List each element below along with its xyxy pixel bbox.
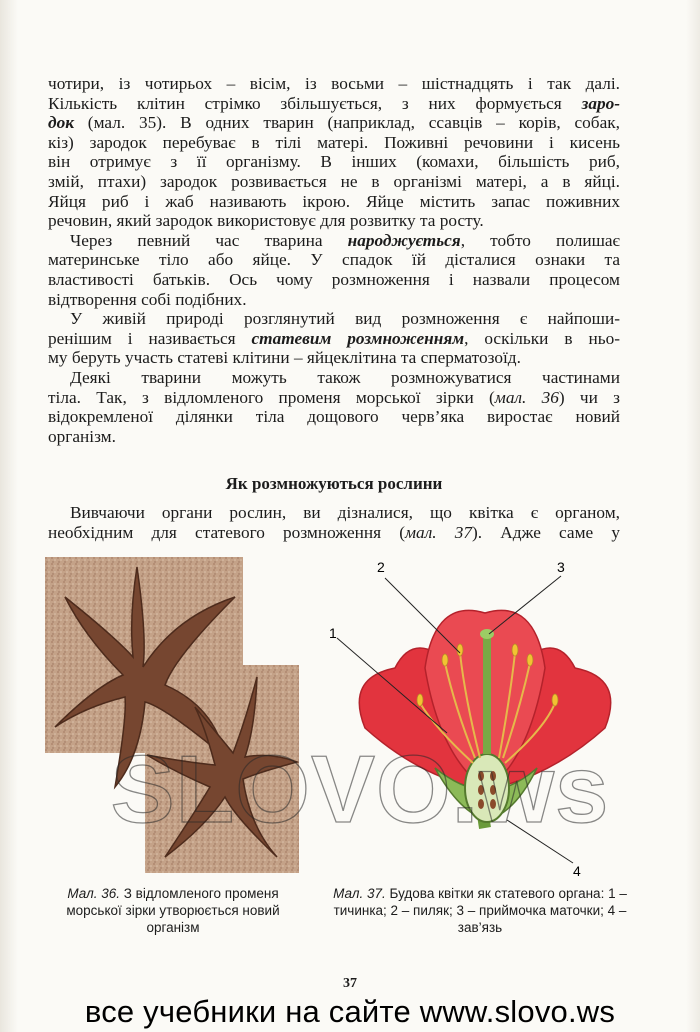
term-zarodok-end: док [48, 113, 74, 133]
paragraph-3 [48, 309, 620, 368]
paragraph-2 [48, 231, 620, 309]
main-text [48, 74, 620, 446]
term-narodzhuietsia: народжується [347, 230, 461, 250]
paragraph-1 [48, 74, 620, 231]
text-line: він отримує з її організму. В інших (комахи, більшість риб, [48, 152, 620, 172]
label-4: 4 [573, 863, 581, 878]
section-heading: Як розмножуються рослини [225, 474, 443, 493]
label-3: 3 [557, 559, 565, 575]
figure-ref: мал. 37 [405, 523, 472, 542]
paragraph-4 [48, 368, 620, 446]
figure-37-caption: Мал. 37. Будова квітки як статевого органа: 1 – тичинка; 2 – пиляк; 3 – приймочка маточки; 4 – зав’язь [333, 886, 627, 935]
text-line: Через певний час тварина народжується, тобто полишає [70, 230, 620, 250]
text-line: док (мал. 35). В одних тварин (наприклад, ссавців – корів, собак, [48, 113, 620, 133]
text-line: речовин, який зародок використовує для розвитку та росту. [48, 211, 484, 231]
text-line: Деякі тварини можуть також розмножуватися частинами [70, 367, 620, 387]
figure-36-caption: Мал. 36. З відломленого променя морської зірки утворюється новий організм [66, 886, 280, 935]
footer-link[interactable]: все учебники на сайте www.slovo.ws [84, 994, 616, 1029]
text-line: чотири, із чотирьох – вісім, із восьми – шістнадцять і так далі. [48, 74, 620, 93]
text-line: кіз) зародок перебуває в тілі матері. Поживні речовини і кисень [48, 132, 620, 152]
label-1: 1 [329, 625, 337, 641]
term-statevyi: статевим розмноженням [251, 328, 465, 348]
text-line: змій, птахи) зародок розвивається не в організмі матері, а в яйці. [48, 171, 620, 191]
text-line: необхідним для статевого розмноження (мал. 37). Адже саме у [48, 523, 620, 542]
text-line: Кількість клітин стрімко збільшується, з них формується заро- [48, 93, 620, 113]
text-line: ренішим і називається статевим розмноженням, оскільки в ньо- [48, 328, 620, 348]
text-line: Вивчаючи органи рослин, ви дізналися, що квітка є органом, [70, 503, 620, 522]
plants-text [48, 503, 620, 543]
text-line: му беруть участь статеві клітини – яйцеклітина та сперматозоїд. [48, 348, 521, 368]
text-line: організм. [48, 426, 116, 446]
text-line: відокремленої ділянки тіла дощового черв’яка виростає новий [48, 407, 620, 427]
text-line: тіла. Так, з відломленого променя морської зірки (мал. 36) чи з [48, 387, 620, 407]
text-line: Яйця риб і жаб називають ікрою. Яйце містить запас поживних [48, 191, 620, 211]
text-line: відтворення собі подібних. [48, 289, 247, 309]
page-number: 37 [343, 976, 357, 991]
figure-ref: мал. 36 [494, 387, 559, 407]
text-line: У живій природі розглянутий вид розмноження є найпоши- [70, 309, 620, 329]
text-line: властивості батьків. Ось чому розмноження і назвали процесом [48, 269, 620, 289]
text-line: материнське тіло або яйце. У спадок їй дісталися ознаки та [48, 250, 620, 270]
starfish-photo [45, 557, 299, 873]
flower-diagram [315, 558, 625, 878]
term-zarodok: заро- [581, 93, 620, 113]
label-2: 2 [377, 559, 385, 575]
